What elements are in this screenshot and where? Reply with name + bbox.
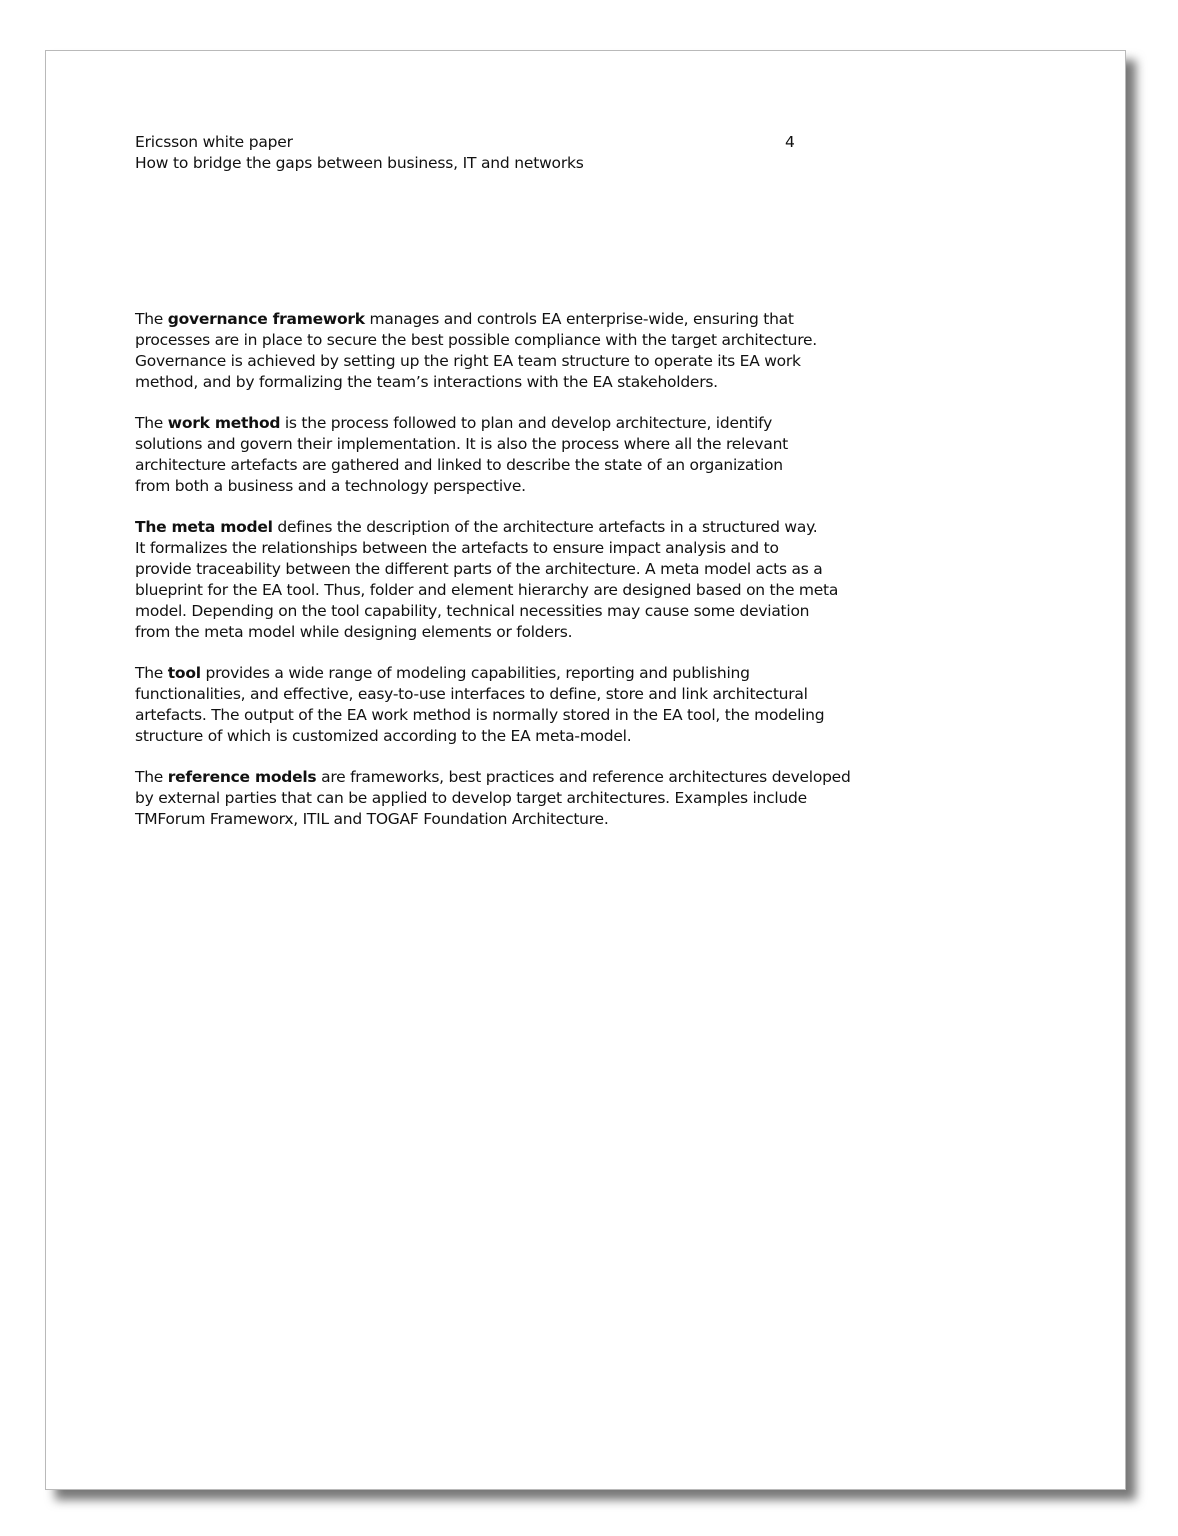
- text-line: structure of which is customized according to the EA meta-model.: [135, 727, 632, 745]
- paragraph-text: is the process followed to plan and develop architecture, identify: [280, 414, 773, 432]
- paragraph-term: tool: [167, 664, 201, 682]
- paragraph-text: manages and controls EA enterprise-wide, ensuring that: [364, 310, 794, 328]
- document-title: Ericsson white paper: [135, 133, 293, 151]
- text-line: [135, 309, 875, 330]
- paragraph-term: reference models: [167, 768, 317, 786]
- text-line: blueprint for the EA tool. Thus, folder and element hierarchy are designed based on the meta: [135, 581, 839, 599]
- text-line: from the meta model while designing elements or folders.: [135, 623, 573, 641]
- text-line: from both a business and a technology perspective.: [135, 477, 526, 495]
- text-line: [135, 663, 875, 684]
- paragraph: [135, 413, 875, 497]
- paragraph-text: defines the description of the architecture artefacts in a structured way.: [272, 518, 818, 536]
- text-line: by external parties that can be applied to develop target architectures. Examples include: [135, 789, 807, 807]
- text-line: solutions and govern their implementation. It is also the process where all the relevant: [135, 435, 789, 453]
- page-number: 4: [785, 133, 795, 151]
- paragraph: [135, 309, 875, 393]
- paragraph-prefix: The: [135, 768, 168, 786]
- text-line: method, and by formalizing the team’s interactions with the EA stakeholders.: [135, 373, 718, 391]
- paragraph-prefix: The: [135, 664, 168, 682]
- text-line: provide traceability between the different parts of the architecture. A meta model acts as a: [135, 560, 823, 578]
- text-line: It formalizes the relationships between the artefacts to ensure impact analysis and to: [135, 539, 779, 557]
- text-line: model. Depending on the tool capability, technical necessities may cause some deviation: [135, 602, 810, 620]
- text-line: artefacts. The output of the EA work method is normally stored in the EA tool, the modeling: [135, 706, 825, 724]
- text-line: [135, 517, 875, 538]
- text-line: Governance is achieved by setting up the right EA team structure to operate its EA work: [135, 352, 801, 370]
- paragraph-prefix: The: [135, 414, 168, 432]
- text-line: architecture artefacts are gathered and linked to describe the state of an organization: [135, 456, 783, 474]
- document-subtitle: How to bridge the gaps between business, IT and networks: [135, 154, 584, 172]
- document-page: [45, 50, 1126, 1490]
- text-line: functionalities, and effective, easy-to-use interfaces to define, store and link architectural: [135, 685, 808, 703]
- document-body: [135, 309, 875, 850]
- text-line: processes are in place to secure the best possible compliance with the target architecture.: [135, 331, 817, 349]
- text-line: TMForum Frameworx, ITIL and TOGAF Foundation Architecture.: [135, 810, 609, 828]
- text-line: [135, 767, 875, 788]
- text-line: [135, 413, 875, 434]
- paragraph: [135, 767, 875, 830]
- paragraph: [135, 517, 875, 643]
- paragraph: [135, 663, 875, 747]
- paragraph-text: provides a wide range of modeling capabilities, reporting and publishing: [200, 664, 750, 682]
- paragraph-prefix: The: [135, 310, 168, 328]
- paragraph-text: are frameworks, best practices and reference architectures developed: [316, 768, 851, 786]
- paragraph-term: work method: [167, 414, 281, 432]
- paragraph-term: The meta model: [135, 518, 273, 536]
- paragraph-term: governance framework: [167, 310, 365, 328]
